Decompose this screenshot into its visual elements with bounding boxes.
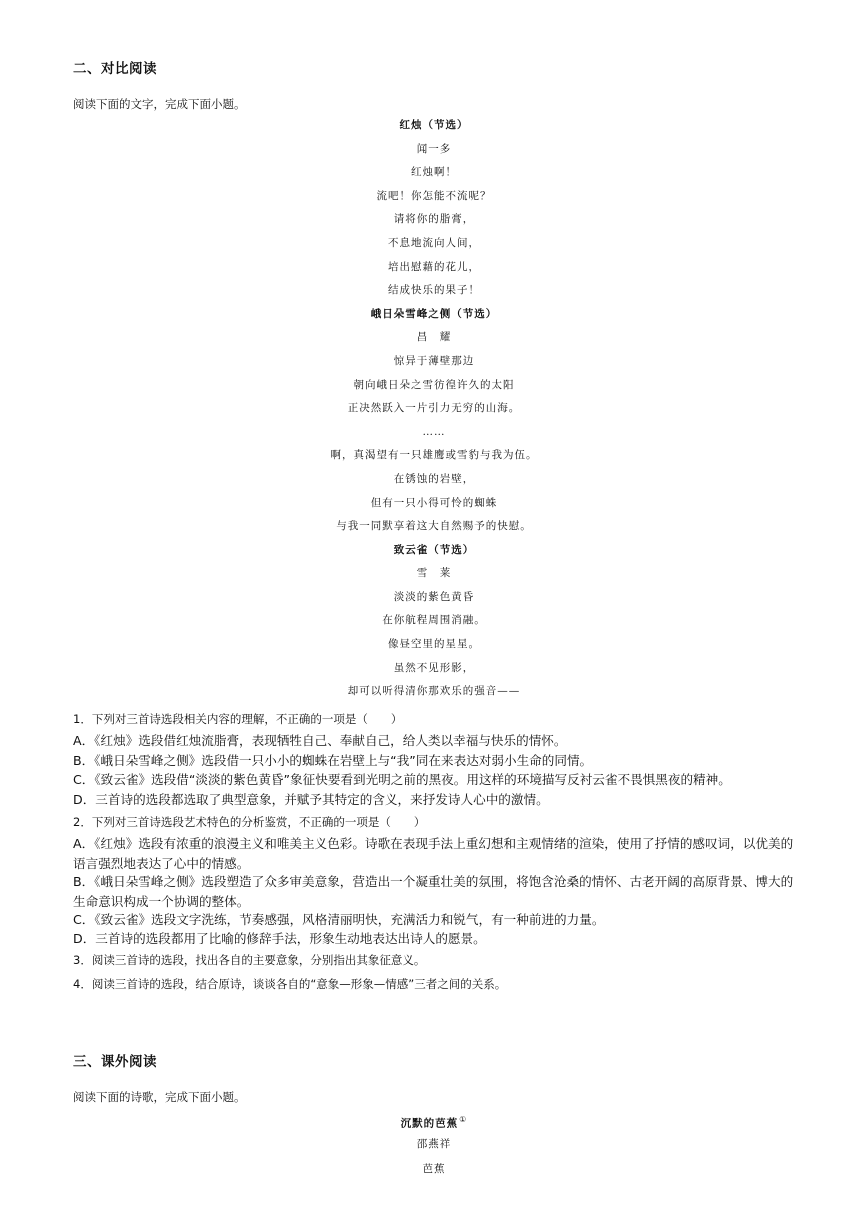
question-2-option-c: C．《致云雀》选段文字洗练，节奏感强，风格清丽明快，充满活力和锐气，有一种前进的力量。 xyxy=(73,912,605,927)
question-4: 4．阅读三首诗的选段，结合原诗，谈谈各自的“意象—形象—情感”三者之间的关系。 xyxy=(73,977,507,991)
poem-line: 红烛啊！ xyxy=(411,166,457,179)
poem-line: 昌 耀 xyxy=(416,331,452,344)
question-1-option-b: B．《峨日朵雪峰之侧》选段借一只小小的蜘蛛在岩壁上与“我”同在来表达对弱小生命的同情。 xyxy=(73,753,593,768)
question-1-option-d: D．三首诗的选段都选取了典型意象，并赋予其特定的含义，来抒发诗人心中的激情。 xyxy=(73,792,549,807)
poem-sec3 xyxy=(0,1107,868,1182)
poem-line: 像昼空里的星星。 xyxy=(388,638,480,651)
question-1-stem: 1．下列对三首诗选段相关内容的理解，不正确的一项是（ ） xyxy=(73,712,403,726)
poem-title: 红烛（节选） xyxy=(399,119,469,131)
section-heading: 三、课外阅读 xyxy=(73,1054,157,1070)
poem-line: 不息地流向人间， xyxy=(388,236,480,249)
poem-line: 在你航程周围消融。 xyxy=(382,614,486,627)
question-3: 3．阅读三首诗的选段，找出各自的主要意象，分别指出其象征意义。 xyxy=(73,953,426,967)
poem-line: 雪 莱 xyxy=(416,567,452,580)
poem-line: 结成快乐的果子！ xyxy=(388,284,480,297)
poem-line: 惊异于薄壁那边 xyxy=(393,354,475,367)
poem-title: 沉默的芭蕉① xyxy=(400,1115,468,1130)
poem-line: 与我一同默享着这大自然赐予的快慰。 xyxy=(336,520,532,533)
poem-line: 淡淡的紫色黄昏 xyxy=(393,590,475,603)
poem-line: 培出慰藉的花儿， xyxy=(388,260,480,273)
question-1-option-c: C．《致云雀》选段借“淡淡的紫色黄昏”象征快要看到光明之前的黑夜。用这样的环境描写反衬云雀不畏惧黑夜的精神。 xyxy=(73,772,731,787)
question-2-option-b: B．《峨日朵雪峰之侧》选段塑造了众多审美意象，营造出一个凝重壮美的氛围，将饱含沧桑的情怀、古老开阔的高原背景、博大的生命意识构成一个协调的整体。 xyxy=(73,874,794,909)
poem-excerpts xyxy=(0,114,868,704)
question-1-option-a: A．《红烛》选段借红烛流脂膏，表现牺牲自己、奉献自己，给人类以幸福与快乐的情怀。 xyxy=(73,733,567,748)
poem-line: 正决然跃入一片引力无穷的山海。 xyxy=(347,402,521,415)
section-instruction: 阅读下面的诗歌，完成下面小题。 xyxy=(73,1090,246,1104)
poem-line: 但有一只小得可怜的蜘蛛 xyxy=(370,496,498,509)
poem-line: …… xyxy=(422,425,446,438)
poem-title: 致云雀（节选） xyxy=(393,543,475,556)
section-heading: 二、对比阅读 xyxy=(73,61,157,77)
poem-line: 虽然不见形影， xyxy=(393,661,475,674)
section-instruction: 阅读下面的文字，完成下面小题。 xyxy=(73,97,246,111)
poem-line: 朝向峨日朵之雪彷徨许久的太阳 xyxy=(353,378,515,391)
poem-line: 在锈蚀的岩壁， xyxy=(393,472,475,485)
poem-author: 邵燕祥 xyxy=(416,1138,452,1150)
question-2-option-a: A．《红烛》选段有浓重的浪漫主义和唯美主义色彩。诗歌在表现手法上重幻想和主观情绪的渲染，使用了抒情的感叹词，以优美的语言强烈地表达了心中的情感。 xyxy=(73,836,794,871)
poem-line: 请将你的脂膏， xyxy=(393,213,475,226)
footnote-marker: ① xyxy=(459,1115,468,1124)
poem-line: 芭蕉 xyxy=(422,1163,446,1175)
question-2-option-d: D．三首诗的选段都用了比喻的修辞手法，形象生动地表达出诗人的愿景。 xyxy=(73,931,486,946)
poem-line: 却可以听得清你那欢乐的强音—— xyxy=(347,685,521,698)
poem-line: 啊，真渴望有一只雄鹰或雪豹与我为伍。 xyxy=(330,449,538,462)
poem-line: 闻一多 xyxy=(416,142,452,155)
question-2-stem: 2．下列对三首诗选段艺术特色的分析鉴赏，不正确的一项是（ ） xyxy=(73,815,426,829)
poem-title: 峨日朵雪峰之侧（节选） xyxy=(370,307,498,320)
poem-line: 流吧！你怎能不流呢？ xyxy=(376,189,492,202)
